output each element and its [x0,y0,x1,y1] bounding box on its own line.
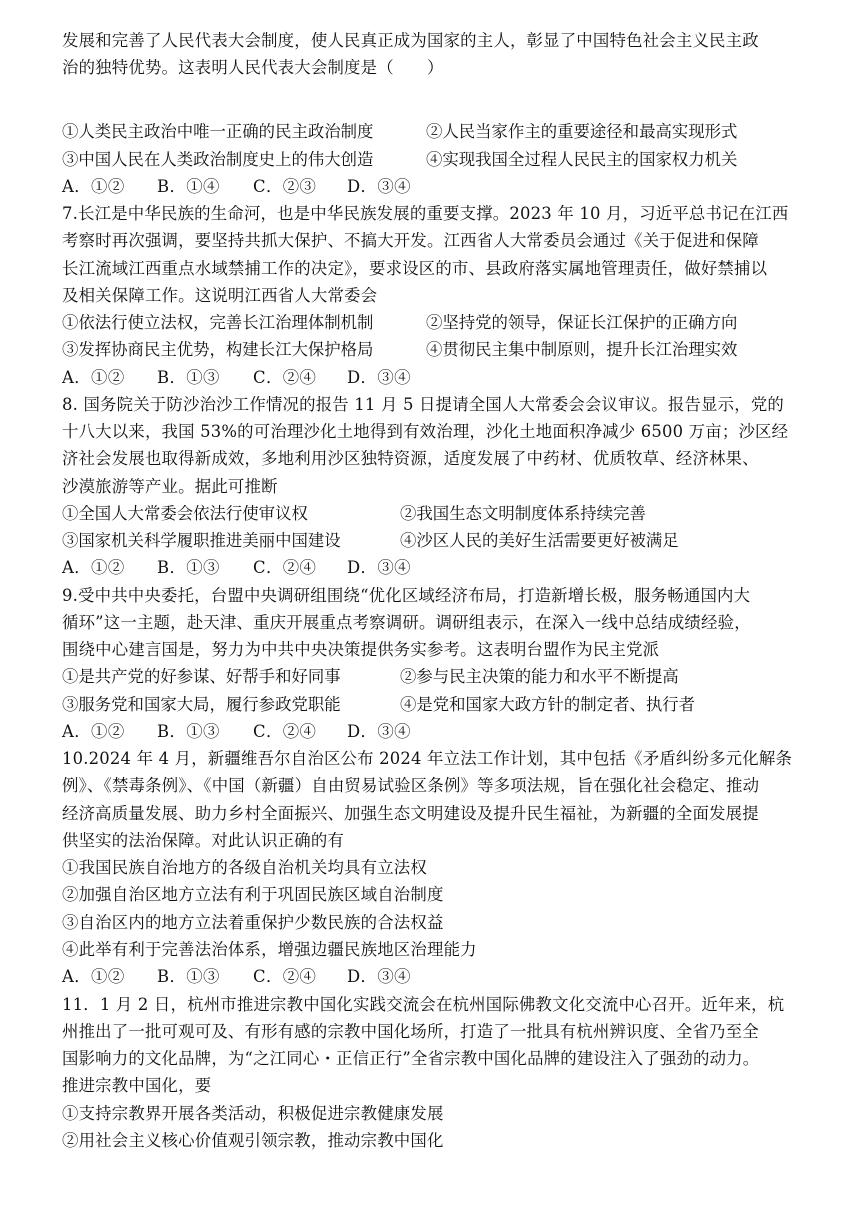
option-3: ③中国人民在人类政治制度史上的伟大创造 [62,150,374,169]
question-stem-line: 7.长江是中华民族的生命河，也是中华民族发展的重要支撑。2023 年 10 月，习近平总书记在江西 [62,204,789,223]
question-stem-line: 11．1 月 2 日，杭州市推进宗教中国化实践交流会在杭州国际佛教文化交流中心召开。近年来，杭 [62,995,785,1014]
question-stem-line: 发展和完善了人民代表大会制度，使人民真正成为国家的主人，彰显了中国特色社会主义民主政 [62,31,759,50]
question-stem-line: 长江流域江西重点水域禁捕工作的决定》，要求设区的市、县政府落实属地管理责任，做好禁捕以 [62,259,768,278]
question-stem-line: 经济高质量发展、助力乡村全面振兴、加强生态文明建设及提升民生福祉，为新疆的全面发展提 [62,804,759,823]
option-2: ②人民当家作主的重要途径和最高实现形式 [426,122,738,141]
option-1: ①是共产党的好参谋、好帮手和好同事 [62,667,341,686]
answer-a: A．①② [62,967,125,986]
question-stem-line: 济社会发展也取得新成效，多地利用沙区独特资源，适度发展了中药材、优质牧草、经济林果、 [62,449,759,468]
option-4: ④沙区人民的美好生活需要更好被满足 [400,531,679,550]
option-1: ①全国人大常委会依法行使审议权 [62,504,308,523]
answer-d: D．③④ [347,722,411,741]
option-3: ③国家机关科学履职推进美丽中国建设 [62,531,341,550]
option-2: ②用社会主义核心价值观引领宗教，推动宗教中国化 [62,1131,444,1150]
option-4: ④是党和国家大政方针的制定者、执行者 [400,695,696,714]
question-stem-line: 考察时再次强调，要坚持共抓大保护、不搞大开发。江西省人大常委员会通过《关于促进和保障 [62,231,759,250]
answer-c: C．②④ [253,368,317,387]
answer-d: D．③④ [347,558,411,577]
option-1: ①支持宗教界开展各类活动，积极促进宗教健康发展 [62,1104,444,1123]
answer-a: A．①② [62,722,125,741]
option-2: ②我国生态文明制度体系持续完善 [400,504,646,523]
option-1: ①依法行使立法权，完善长江治理体制机制 [62,313,374,332]
option-3: ③自治区内的地方立法着重保护少数民族的合法权益 [62,913,444,932]
question-stem-line: 治的独特优势。这表明人民代表大会制度是（ ） [62,58,444,77]
answer-a: A．①② [62,558,125,577]
question-stem-line: 循环”这一主题，赴天津、重庆开展重点考察调研。调研组表示，在深入一线中总结成绩经验， [62,613,751,632]
answer-c: C．②④ [253,722,317,741]
option-4: ④贯彻民主集中制原则，提升长江治理实效 [426,340,738,359]
option-4: ④实现我国全过程人民民主的国家权力机关 [426,150,738,169]
option-2: ②坚持党的领导，保证长江保护的正确方向 [426,313,738,332]
question-stem-line: 及相关保障工作。这说明江西省人大常委会 [62,286,378,305]
question-stem-line: 推进宗教中国化，要 [62,1076,212,1095]
question-stem-line: 十八大以来，我国 53%的可治理沙化土地得到有效治理，沙化土地面积净减少 6500 万亩；沙区经 [62,422,789,441]
option-1: ①我国民族自治地方的各级自治机关均具有立法权 [62,858,427,877]
answer-c: C．②④ [253,558,317,577]
answer-a: A．①② [62,177,125,196]
question-stem-line: 10.2024 年 4 月，新疆维吾尔自治区公布 2024 年立法工作计划，其中包括《矛盾纠纷多元化解条 [62,749,793,768]
answer-d: D．③④ [347,368,411,387]
answer-d: D．③④ [347,177,411,196]
answer-a: A．①② [62,368,125,387]
option-2: ②参与民主决策的能力和水平不断提高 [400,667,679,686]
question-stem-line: 沙漠旅游等产业。据此可推断 [62,477,278,496]
option-3: ③服务党和国家大局，履行参政党职能 [62,695,341,714]
answer-b: B．①③ [157,368,220,387]
question-stem-line: 9.受中共中央委托，台盟中央调研组围绕“优化区域经济布局，打造新增长极，服务畅通国内大 [62,586,751,605]
question-stem-line: 国影响力的文化品牌，为“之江同心・正信正行”全省宗教中国化品牌的建设注入了强劲的动力。 [62,1049,760,1068]
option-4: ④此举有利于完善法治体系，增强边疆民族地区治理能力 [62,940,477,959]
option-2: ②加强自治区地方立法有利于巩固民族区域自治制度 [62,885,444,904]
answer-b: B．①④ [157,177,220,196]
answer-b: B．①③ [157,722,220,741]
question-stem-line: 例》、《禁毒条例》、《中国（新疆）自由贸易试验区条例》等多项法规，旨在强化社会稳定、推动 [62,776,760,795]
question-stem-line: 8. 国务院关于防沙治沙工作情况的报告 11 月 5 日提请全国人大常委会会议审议。报告显示，党的 [62,395,785,414]
option-3: ③发挥协商民主优势，构建长江大保护格局 [62,340,374,359]
option-1: ①人类民主政治中唯一正确的民主政治制度 [62,122,374,141]
question-stem-line: 州推出了一批可观可及、有形有感的宗教中国化场所，打造了一批具有杭州辨识度、全省乃至全 [62,1022,759,1041]
answer-d: D．③④ [347,967,411,986]
question-stem-line: 围绕中心建言国是，努力为中共中央决策提供务实参考。这表明台盟作为民主党派 [62,640,660,659]
answer-b: B．①③ [157,558,220,577]
answer-b: B．①③ [157,967,220,986]
answer-c: C．②④ [253,967,317,986]
question-stem-line: 供坚实的法治保障。对此认识正确的有 [62,831,345,850]
answer-c: C．②③ [253,177,317,196]
